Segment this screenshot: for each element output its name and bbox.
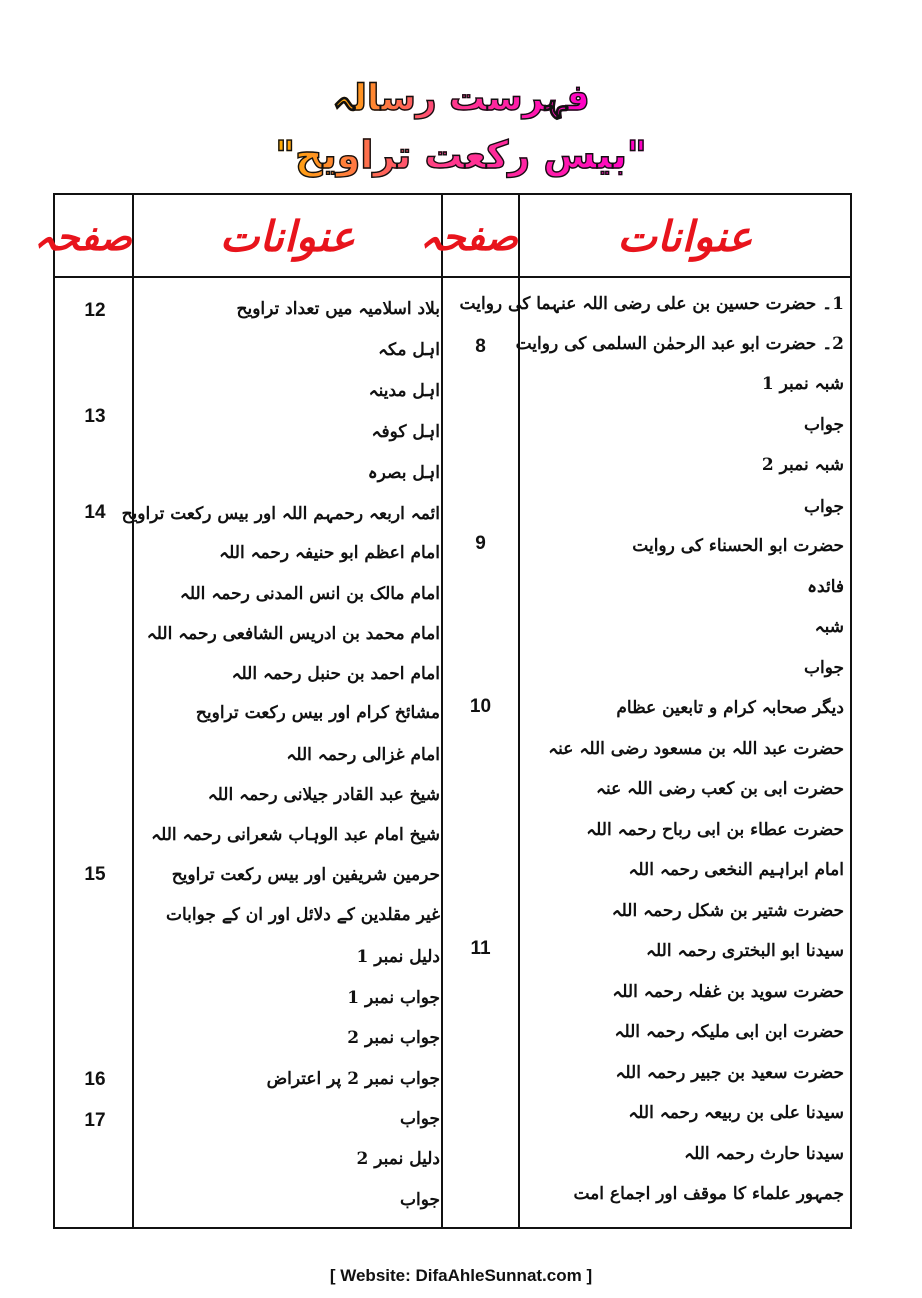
page-number: 14	[84, 502, 106, 523]
title-line-1	[0, 78, 922, 119]
page-number: 13	[84, 406, 106, 427]
header-page-right: صفحہ	[419, 214, 518, 259]
list-item: 1۔ حضرت حسین بن علی رضی اللہ عنہما کی روایت	[459, 294, 844, 314]
list-item: جواب	[803, 497, 844, 517]
list-item: حضرت سوید بن غفلہ رحمہ اللہ	[612, 982, 844, 1002]
list-item: غیر مقلدین کے دلائل اور ان کے جوابات	[165, 905, 440, 925]
page-number: 8	[475, 336, 486, 357]
page-number: 16	[84, 1069, 106, 1090]
page-number: 12	[84, 300, 106, 321]
list-item: امام اعظم ابو حنیفہ رحمہ اللہ	[219, 543, 440, 563]
list-item: اہل بصرہ	[367, 463, 440, 483]
list-item: اہل کوفہ	[371, 422, 440, 442]
header-topics-left: عنوانات	[219, 212, 356, 261]
list-item: حضرت سعید بن جبیر رحمہ اللہ	[615, 1063, 844, 1083]
list-item: امام مالک بن انس المدنی رحمہ اللہ	[179, 584, 440, 604]
list-item: فائدہ	[807, 577, 844, 597]
list-item: شبہ	[814, 617, 844, 637]
list-item: 2۔ حضرت ابو عبد الرحمٰن السلمی کی روایت	[515, 334, 844, 354]
header-page-left: صفحہ	[33, 214, 132, 259]
list-item: دلیل نمبر 2	[356, 1149, 440, 1169]
list-item: بلاد اسلامیہ میں تعداد تراویح	[236, 299, 440, 319]
title-line-1-text: فہرست رسالہ	[332, 78, 590, 119]
list-item: امام غزالی رحمہ اللہ	[286, 745, 440, 765]
list-item: دیگر صحابہ کرام و تابعین عظام	[616, 698, 844, 718]
title-line-2-text: "بیس رکعت تراویح"	[275, 133, 647, 177]
page-number: 9	[475, 533, 486, 554]
contents-table	[33, 193, 852, 1229]
website-footer: [ Website: DifaAhleSunnat.com ]	[329, 1266, 593, 1285]
page-number: 10	[469, 696, 492, 717]
list-item: شیخ عبد القادر جیلانی رحمہ اللہ	[207, 785, 440, 805]
list-item: حضرت ابو الحسناء کی روایت	[632, 536, 844, 556]
list-item: امام ابراہیم النخعی رحمہ اللہ	[628, 860, 844, 880]
list-item: امام محمد بن ادریس الشافعی رحمہ اللہ	[146, 624, 440, 644]
title-line-2	[0, 133, 922, 177]
list-item: جمہور علماء کا موقف اور اجماع امت	[573, 1184, 844, 1204]
list-item: جواب نمبر 1	[347, 988, 440, 1008]
list-item: حضرت ابن ابی ملیکہ رحمہ اللہ	[614, 1022, 844, 1042]
header-divider	[55, 276, 850, 278]
list-item: مشائخ کرام اور بیس رکعت تراویح	[195, 703, 440, 723]
list-item: اہل مکہ	[378, 340, 440, 360]
list-item: سیدنا حارث رحمہ اللہ	[684, 1144, 844, 1164]
list-item: اہل مدینہ	[368, 381, 440, 401]
list-item: سیدنا علی بن ربیعہ رحمہ اللہ	[628, 1103, 844, 1123]
page-number: 15	[84, 864, 106, 885]
list-item: سیدنا ابو البختری رحمہ اللہ	[646, 941, 844, 961]
list-item: جواب	[803, 658, 844, 678]
list-item: جواب	[803, 415, 844, 435]
header-topics-right: عنوانات	[617, 212, 753, 261]
list-item: جواب	[399, 1190, 440, 1210]
list-item: امام احمد بن حنبل رحمہ اللہ	[231, 664, 440, 684]
list-item: جواب	[399, 1109, 440, 1129]
list-item: حضرت عبد اللہ بن مسعود رضی اللہ عنہ	[548, 739, 844, 759]
page-number: 17	[84, 1110, 106, 1131]
list-item: حضرت عطاء بن ابی رباح رحمہ اللہ	[586, 820, 844, 840]
page-number: 11	[470, 938, 491, 959]
list-item: حضرت ابی بن کعب رضی اللہ عنہ	[596, 779, 844, 799]
list-item: جواب نمبر 2	[347, 1028, 440, 1048]
list-item: شبہ نمبر 1	[761, 374, 844, 394]
list-item: شبہ نمبر 2	[761, 455, 844, 475]
list-item: شیخ امام عبد الوہاب شعرانی رحمہ اللہ	[151, 825, 440, 845]
list-item: حرمین شریفین اور بیس رکعت تراویح	[171, 865, 440, 885]
list-item: دلیل نمبر 1	[356, 947, 440, 967]
list-item: ائمہ اربعہ رحمہم اللہ اور بیس رکعت تراویح	[121, 504, 440, 524]
list-item: حضرت شتیر بن شکل رحمہ اللہ	[611, 901, 844, 921]
list-item: جواب نمبر 2 پر اعتراض	[266, 1069, 440, 1089]
